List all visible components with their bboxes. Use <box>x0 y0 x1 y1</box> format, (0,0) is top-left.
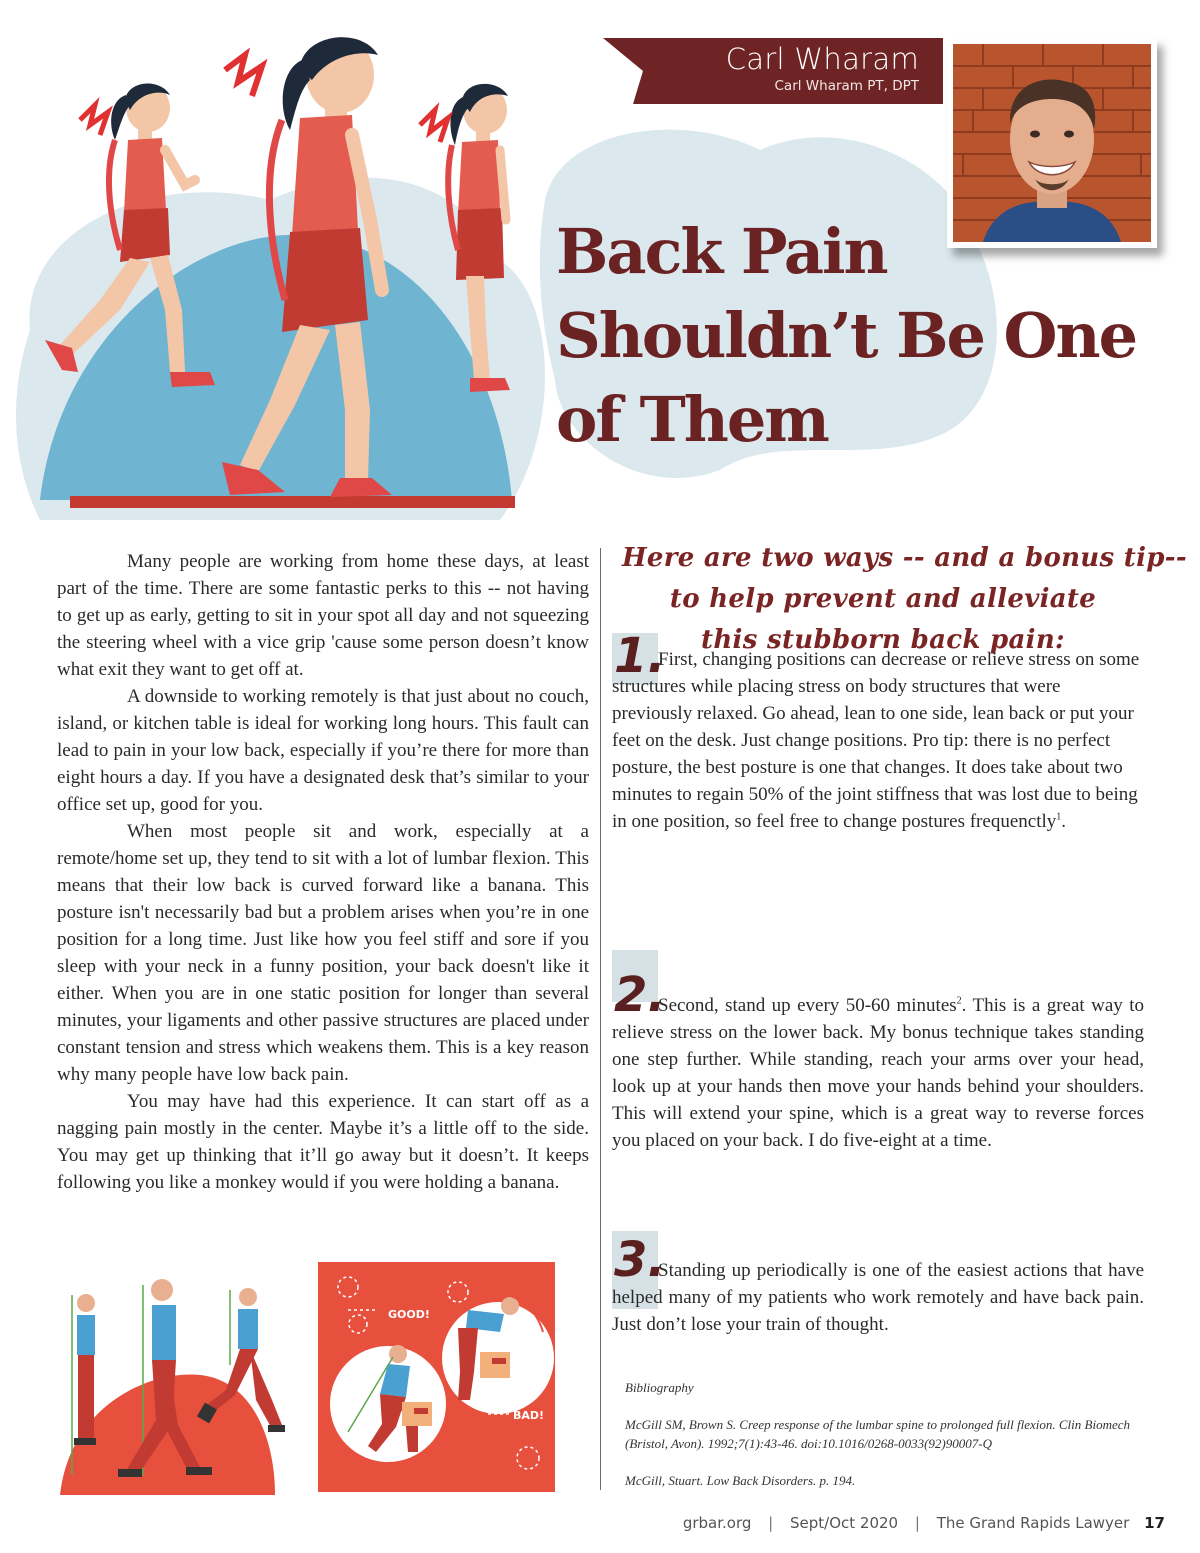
tips-column <box>612 538 1187 1335</box>
tip-3 <box>612 1232 1144 1338</box>
good-bad-lifting-image <box>318 1262 555 1492</box>
tip-text: First, changing positions can decrease or relieve stress on some structures while placing stress on body structures that were previously relaxed. Go ahead, lean to one side, lean back or put your feet on the desk. Just change positions. Pro tip: there is no perfect posture, the best posture is one that changes. It does take about two minutes to regain 50% of the joint stiffness that was lost due to being in one position, so feel free to change postures frequenctly$^1$. <box>612 649 1140 832</box>
tips-heading <box>622 538 1187 661</box>
title-line-3: of Them <box>556 383 828 456</box>
page-footer <box>600 1514 1165 1532</box>
tips-heading-line-2: to help prevent and alleviate <box>669 584 1097 614</box>
lifting-illustration <box>318 1262 555 1492</box>
author-credentials: Carl Wharam PT, DPT <box>774 78 919 94</box>
bibliography-entry-1: McGill SM, Brown S. Creep response of the lumbar spine to prolonged full flexion. Clin Biomech (Bristol, Avon). 1992;7(1):43-46. doi:10.1016/0268-0033(92)90007-Q <box>625 1417 1131 1451</box>
body-paragraph-2: A downside to working remotely is that just about no couch, island, or kitchen table is ideal for working long hours. This fault can lead to pain in your low back, especially if you’re there for more than eight hours a day. If you have a designated desk that’s similar to your office set up, good for you. <box>57 686 589 815</box>
title-line-1: Back Pain <box>556 215 887 288</box>
tips-heading-line-1: Here are two ways -- and a bonus tip-- <box>622 543 1187 573</box>
footnote-ref: 2 <box>956 995 962 1007</box>
title-line-2: Shouldn’t Be One <box>556 299 1137 372</box>
tips-heading-line-3: this stubborn back pain: <box>701 625 1065 655</box>
body-paragraph-3: When most people sit and work, especially at a remote/home set up, they tend to sit with a lot of lumbar flexion. This means that their low back is curved forward like a banana. This posture isn't necessarily bad but a problem arises when you’re in one position for a long time. Just like how you feel stiff and sore if you sleep with your neck in a funny position, your back doesn't like it either. When you are in one static position for longer than several minutes, your ligaments and other passive structures are placed under constant tension and stress which weakens them. This is a key reason why many people have low back pain. <box>57 821 589 1085</box>
author-banner <box>603 38 943 104</box>
page-number: 17 <box>1144 1514 1165 1532</box>
standing-walking-figures-image <box>60 1275 285 1495</box>
article-body-column <box>57 548 589 1196</box>
body-paragraph-1: Many people are working from home these days, at least part of the time. There are some fantastic perks to this -- not having to get up as early, getting to sit in your spot all day and not squeezing the steering wheel with a vice grip 'cause some person doesn’t know what exit they want to get off at. <box>57 551 589 680</box>
tip-2 <box>612 967 1144 1154</box>
body-paragraph-4: You may have had this experience. It can start off as a nagging pain mostly in the center. Maybe it’s a little off to the side. You may get up thinking that it’ll go away but it doesn’t. It keeps following you like a monkey would if you were holding a banana. <box>57 1091 589 1193</box>
tip-number: 2. <box>614 967 666 1023</box>
footer-issue: Sept/Oct 2020 <box>790 1514 899 1532</box>
column-divider <box>600 548 601 1490</box>
tip-number: 1. <box>614 628 666 684</box>
bibliography-title: Bibliography <box>625 1380 694 1395</box>
tip-text: Second, stand up every 50-60 minutes$^2$. This is a great way to relieve stress on the lower back. My bonus technique takes standing one step further. While standing, reach your arms over your head, look up at your hands then move your hands behind your shoulders. This will extend your spine, which is a great way to reverse forces you placed on your back. I do five-eight at a time. <box>612 995 1144 1151</box>
footer-site-link[interactable]: grbar.org <box>682 1514 752 1532</box>
footer-separator: | <box>914 1514 920 1532</box>
footer-publication: The Grand Rapids Lawyer <box>936 1514 1130 1532</box>
bad-label: BAD! <box>513 1409 545 1422</box>
footer-separator: | <box>768 1514 774 1532</box>
bibliography <box>625 1378 1135 1508</box>
author-name: Carl Wharam <box>725 42 919 76</box>
tip-number: 3. <box>614 1232 666 1288</box>
posture-illustration <box>60 1275 285 1495</box>
good-label: GOOD! <box>388 1308 430 1321</box>
tip-text: Standing up periodically is one of the easiest actions that have helped many of my patients who work remotely and have back pain. Just don’t lose your train of thought. <box>612 1260 1144 1335</box>
bibliography-entry-2: McGill, Stuart. Low Back Disorders. p. 194. <box>625 1473 856 1488</box>
footnote-ref: 1 <box>1056 811 1062 823</box>
article-title <box>556 210 1176 462</box>
